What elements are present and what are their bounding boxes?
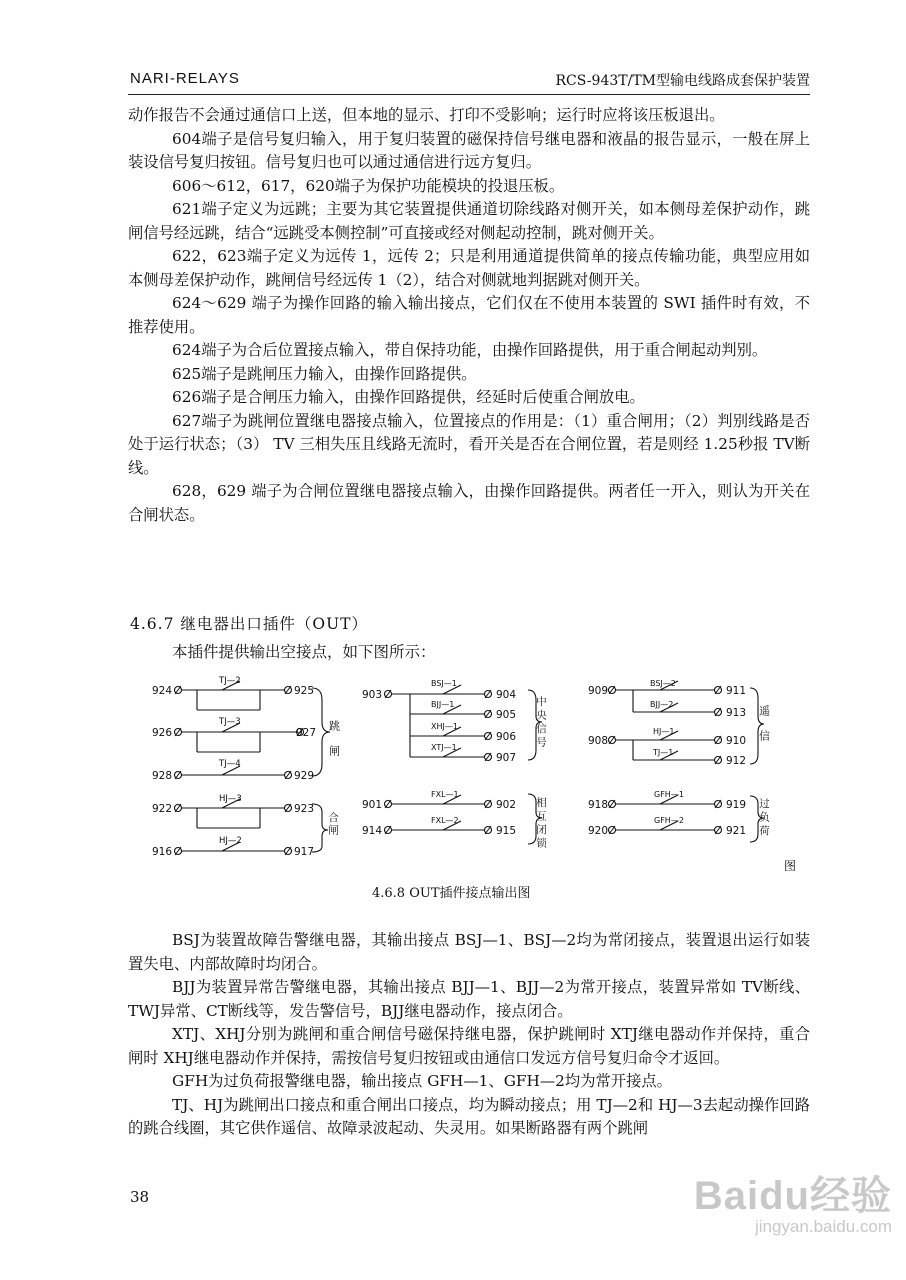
- paragraph: 626端子是合闸压力输入，由操作回路提供，经延时后使重合闸放电。: [172, 388, 645, 406]
- contact-label: HJ—2: [219, 836, 242, 846]
- terminal-label: 922: [152, 803, 173, 815]
- paragraph: BJJ为装置异常告警继电器，其输出接点 BJJ—1、BJJ—2为常开接点，装置异常如 TV断线、TWJ异常、CT断线等，发告警信号，BJJ继电器动作，接点闭合。: [128, 978, 810, 1020]
- paragraph: 624端子为合后位置接点输入，带自保持功能，由操作回路提供，用于重合闸起动判别。: [172, 341, 768, 359]
- paragraph: 604端子是信号复归输入，用于复归装置的磁保持信号继电器和液晶的报告显示，一般在屏上装设信号复归按钮。信号复归也可以通过通信进行远方复归。: [128, 129, 810, 171]
- terminal-label: 919: [726, 799, 747, 811]
- terminal-label: 927: [296, 727, 317, 739]
- terminal-label: 916: [152, 846, 173, 858]
- brace-label: 遥信: [757, 705, 771, 755]
- watermark-logo: Baidu经验: [693, 1174, 892, 1218]
- figure-char: 图: [784, 859, 797, 873]
- terminal-label: 921: [726, 825, 747, 837]
- contact-label: HJ—3: [219, 794, 242, 804]
- brace-label: 合闸: [327, 812, 339, 837]
- brace-label: 中央信号: [535, 696, 547, 750]
- contact-label: TJ—3: [219, 717, 241, 727]
- contact-label: BJJ—1: [431, 700, 455, 709]
- terminal-label: 923: [294, 803, 315, 815]
- section-title: 4.6.7 继电器出口插件（OUT）: [130, 615, 368, 633]
- terminal-label: 920: [588, 825, 609, 837]
- paragraph: 628，629 端子为合闸位置继电器接点输入，由操作回路提供。两者任一开入，则认为开关在合闸状态。: [128, 482, 810, 524]
- terminal-label: 907: [496, 752, 517, 764]
- terminal-label: 924: [152, 685, 173, 697]
- terminal-label: 904: [496, 689, 517, 701]
- terminal-label: 901: [362, 799, 383, 811]
- paragraph: XTJ、XHJ分别为跳闸和重合闸信号磁保持继电器，保护跳闸时 XTJ继电器动作并保持，重合闸时 XHJ继电器动作并保持，需按信号复归按钮或由通信口发远方信号复归命令才返回。: [128, 1025, 810, 1067]
- paragraph: 625端子是跳闸压力输入，由操作回路提供。: [172, 364, 477, 383]
- contact-label: BSJ—1: [431, 679, 457, 688]
- terminal-label: 914: [362, 825, 383, 837]
- paragraph: 627端子为跳闸位置继电器接点输入，位置接点的作用是：（1）重合闸用；（2）判别线路是否处于运行状态；（3） TV 三相失压且线路无流时，看开关是否在合闸位置，若是则经 1.25秒报 TV断线。: [128, 411, 810, 477]
- contact-label: GFH—2: [654, 816, 684, 825]
- body-top: [128, 104, 810, 527]
- terminal-label: 910: [726, 735, 747, 747]
- paragraph: 621端子定义为远跳；主要为其它装置提供通道切除线路对侧开关，如本侧母差保护动作，跳闸信号经远跳，结合“远跳受本侧控制”可直接或经对侧起动控制，跳对侧开关。: [128, 200, 810, 242]
- contact-label: FXL—2: [431, 816, 459, 825]
- watermark-url: jingyan.baidu.com: [754, 1217, 892, 1236]
- header-title: NARI-RELAYS: [130, 70, 240, 87]
- contact-label: BSJ—2: [650, 679, 676, 688]
- terminal-label: 908: [588, 735, 609, 747]
- terminal-label: 915: [496, 825, 517, 837]
- contact-label: GFH—1: [654, 790, 684, 799]
- contact-label: TJ—4: [219, 759, 241, 769]
- header-subtitle: RCS-943T/TM型输电线路成套保护装置: [555, 73, 810, 89]
- header-rule: [128, 94, 810, 95]
- contact-label: XTJ—1: [431, 743, 457, 752]
- terminal-label: 909: [588, 685, 609, 697]
- contact-label: TJ—2: [219, 676, 241, 686]
- terminal-label: 911: [726, 685, 747, 697]
- terminal-label: 929: [294, 770, 315, 782]
- paragraph: 622，623端子定义为远传 1，远传 2；只是利用通道提供简单的接点传输功能，典型应用如本侧母差保护动作，跳闸信号经远传 1（2），结合对侧就地判据跳对侧开关。: [128, 247, 810, 289]
- contact-label: XHJ—1: [431, 722, 458, 731]
- paragraph: 606～612，617，620端子为保护功能模块的投退压板。: [172, 176, 565, 195]
- paragraph: BSJ为装置故障告警继电器，其输出接点 BSJ—1、BSJ—2均为常闭接点，装置退出运行如装置失电、内部故障时均闭合。: [128, 931, 810, 973]
- brace-label: 跳闸: [327, 720, 341, 770]
- paragraph: 624～629 端子为操作回路的输入输出接点，它们仅在不使用本装置的 SWI 插件时有效，不推荐使用。: [128, 294, 810, 336]
- contact-label: TJ—1: [653, 748, 674, 757]
- paragraph: GFH为过负荷报警继电器，输出接点 GFH—1、GFH—2均为常开接点。: [172, 1072, 672, 1090]
- brace-label: 过负荷: [758, 798, 770, 839]
- brace-label: 相互闭锁: [535, 797, 547, 851]
- terminal-label: 902: [496, 799, 517, 811]
- section-intro: 本插件提供输出空接点，如下图所示：: [172, 643, 436, 661]
- contact-label: HJ—1: [653, 727, 675, 736]
- terminal-label: 926: [152, 727, 173, 739]
- terminal-label: 912: [726, 755, 747, 767]
- contact-label: BJJ—2: [650, 700, 674, 709]
- terminal-label: 917: [294, 846, 315, 858]
- watermark: [694, 1164, 892, 1237]
- paragraph: TJ、HJ为跳闸出口接点和重合闸出口接点，均为瞬动接点；用 TJ—2和 HJ—3去起动操作回路的跳合线圈，其它供作遥信、故障录波起动、失灵用。如果断路器有两个跳闸: [128, 1095, 810, 1137]
- terminal-label: 928: [152, 770, 173, 782]
- figure-caption: 4.6.8 OUT插件接点输出图: [372, 886, 531, 901]
- paragraph: 动作报告不会通过通信口上送，但本地的显示、打印不受影响；运行时应将该压板退出。: [128, 106, 725, 124]
- terminal-label: 903: [362, 689, 383, 701]
- terminal-label: 925: [294, 685, 315, 697]
- page-number: 38: [130, 1188, 150, 1206]
- body-bottom: [128, 929, 810, 1141]
- terminal-label: 918: [588, 799, 609, 811]
- terminal-label: 905: [496, 709, 517, 721]
- contact-label: FXL—1: [431, 790, 459, 799]
- contact-output-diagram: [150, 672, 810, 882]
- terminal-label: 913: [726, 707, 747, 719]
- terminal-label: 906: [496, 731, 517, 743]
